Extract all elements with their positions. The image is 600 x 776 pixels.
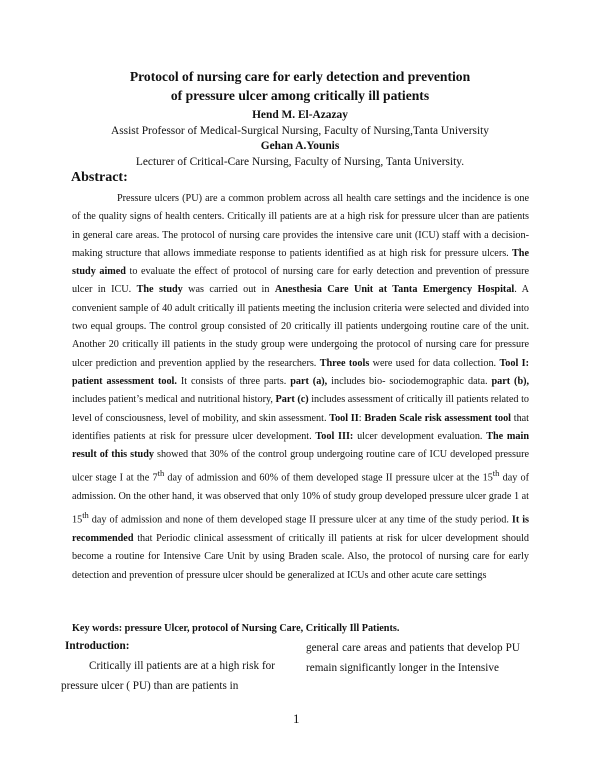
paper-title xyxy=(0,67,600,105)
page-number: 1 xyxy=(293,711,300,726)
abstract-heading: Abstract: xyxy=(71,170,128,185)
keywords: Key words: pressure Ulcer, protocol of Nursing Care, Critically Ill Patients. xyxy=(72,623,400,634)
introduction-heading: Introduction: xyxy=(65,640,130,652)
abstract-body xyxy=(72,190,529,585)
intro-right-column xyxy=(306,638,520,678)
abstract-paragraph: Pressure ulcers (PU) are a common problem across all health care settings and the incidence is one of the quality signs of health centers. Critically ill patients are at a high risk for pressure ulcer than are patients in general care areas. The protocol of nursing care provides the intensive care unit (ICU) staff with a decision-making structure that allows immediate response to patients identified as at high risk for pressure ulcers. The study aimed to evaluate the effect of protocol of nursing care for early detection and prevention of pressure ulcer in ICU. The study was carried out in Anesthesia Care Unit at Tanta Emergency Hospital. A convenient sample of 40 adult critically ill patients meeting the inclusion criteria were selected and divided into two equal groups. The control group consisted of 20 critically ill patients undergoing routine care of the unit. Another 20 critically ill patients in the study group were undergoing the protocol of nursing care for pressure ulcer prediction and prevention applied by the researchers. Three tools were used for data collection. Tool I: patient assessment tool. It consists of three parts. part (a), includes bio- sociodemographic data. part (b), includes patient’s medical and nutritional history, Part (c) includes assessment of critically ill patients related to level of consciousness, level of mobility, and skin assessment. Tool II: Braden Scale risk assessment tool that identifies patients at risk for pressure ulcer development. Tool III: ulcer development evaluation. The main result of this study showed that 30% of the control group undergoing routine care of ICU developed pressure ulcer stage I at the 7th day of admission and 60% of them developed stage II pressure ulcer at the 15th day of admission. On the other hand, it was observed that only 10% of study group developed pressure ulcer grade 1 at 15th day of admission and none of them developed stage II pressure ulcer at any time of the study period. It is recommended that Periodic clinical assessment of critically ill patients at risk for ulcer development should become a routine for Intensive Care Unit by using Braden scale. Also, the protocol of nursing care for early detection and prevention of pressure ulcer should be generalized at ICUs and other acute care settings xyxy=(72,193,530,581)
intro-left-column xyxy=(61,636,275,696)
intro-left-text: Critically ill patients are at a high risk for pressure ulcer ( PU) than are patients in xyxy=(61,660,275,692)
author-1-affiliation: Assist Professor of Medical-Surgical Nursing, Faculty of Nursing,Tanta University xyxy=(111,125,489,137)
author-1-name: Hend M. El-Azazay xyxy=(252,109,348,121)
author-2-affiliation: Lecturer of Critical-Care Nursing, Faculty of Nursing, Tanta University. xyxy=(135,156,465,168)
intro-right-text: general care areas and patients that develop PU remain significantly longer in the Intensive xyxy=(306,642,520,674)
author-2-name: Gehan A.Younis xyxy=(260,140,340,152)
title-line-2: of pressure ulcer among critically ill patients xyxy=(170,88,430,103)
title-line-1: Protocol of nursing care for early detection and prevention xyxy=(129,69,471,84)
